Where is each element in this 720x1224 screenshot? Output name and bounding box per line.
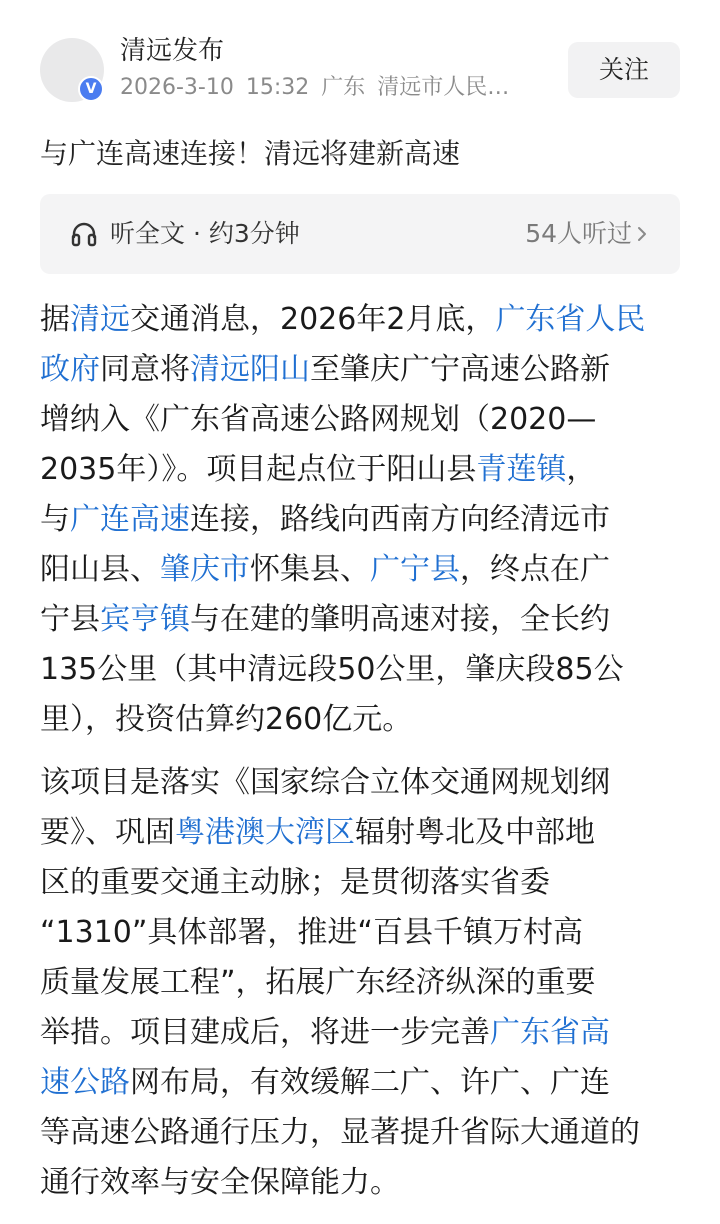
topic-link[interactable]: 政府 xyxy=(40,352,100,387)
text-span: ，终点在广 xyxy=(460,552,610,587)
paragraph-line xyxy=(40,295,680,345)
text-span: 增纳入《广东省高速公路网规划（2020— xyxy=(40,402,597,437)
paragraph-line xyxy=(40,758,680,808)
paragraph-line xyxy=(40,958,680,1008)
post-meta xyxy=(120,72,540,104)
text-span: 怀集县、 xyxy=(250,552,370,587)
paragraph-line xyxy=(40,395,680,445)
paragraph-line xyxy=(40,1158,680,1208)
post-source: 清远市人民… xyxy=(377,75,510,100)
post-time: 15:32 xyxy=(245,75,310,100)
text-span: 与 xyxy=(40,502,70,537)
author-name[interactable]: 清远发布 xyxy=(120,36,225,66)
text-span: 阳山县、 xyxy=(40,552,160,587)
paragraph-line xyxy=(40,695,680,745)
text-span: 宁县 xyxy=(40,602,100,637)
topic-link[interactable]: 速公路 xyxy=(40,1065,130,1100)
text-span: 该项目是落实《国家综合立体交通网规划纲 xyxy=(40,765,610,800)
listen-bar[interactable] xyxy=(40,194,680,274)
paragraph-line xyxy=(40,445,680,495)
follow-button[interactable]: 关注 xyxy=(568,42,680,98)
paragraph-line xyxy=(40,495,680,545)
topic-link[interactable]: 广东省高 xyxy=(490,1015,610,1050)
post-date: 2026-3-10 xyxy=(120,75,234,100)
text-span: “1310”具体部署，推进“百县千镇万村高 xyxy=(40,915,583,950)
text-span: 交通消息，2026年2月底， xyxy=(130,302,496,337)
text-span: 区的重要交通主动脉；是贯彻落实省委 xyxy=(40,865,550,900)
text-span: 通行效率与安全保障能力。 xyxy=(40,1165,400,1200)
text-span: ， xyxy=(566,452,597,487)
article-title: 与广连高速连接！清远将建新高速 xyxy=(40,137,461,170)
text-span: 连接，路线向西南方向经清远市 xyxy=(190,502,610,537)
text-span: 与在建的肇明高速对接，全长约 xyxy=(190,602,610,637)
paragraph-line xyxy=(40,858,680,908)
text-span: 135公里（其中清远段50公里，肇庆段85公 xyxy=(40,652,624,687)
paragraph-line xyxy=(40,1008,680,1058)
text-span: 质量发展工程”，拓展广东经济纵深的重要 xyxy=(40,965,596,1000)
paragraph-line xyxy=(40,808,680,858)
paragraph-line xyxy=(40,1058,680,1108)
topic-link[interactable]: 粤港澳大湾区 xyxy=(175,815,355,850)
text-span: 至肇庆广宁高速公路新 xyxy=(310,352,610,387)
listen-count: 54人听过 xyxy=(525,219,632,248)
headphone-icon xyxy=(70,220,98,248)
paragraph-line xyxy=(40,595,680,645)
paragraph-line xyxy=(40,345,680,395)
topic-link[interactable]: 清远阳山 xyxy=(190,352,310,387)
paragraph-line xyxy=(40,645,680,695)
paragraph-line xyxy=(40,545,680,595)
post-header xyxy=(0,0,720,120)
paragraph-line xyxy=(40,1108,680,1158)
text-span: 网布局，有效缓解二广、许广、广连 xyxy=(130,1065,610,1100)
text-span: 辐射粤北及中部地 xyxy=(355,815,595,850)
text-span: 同意将 xyxy=(100,352,190,387)
paragraph-1 xyxy=(40,295,680,745)
text-span: 据 xyxy=(40,302,70,337)
text-span: 等高速公路通行压力，显著提升省际大通道的 xyxy=(40,1115,640,1150)
text-span: 举措。项目建成后，将进一步完善 xyxy=(40,1015,490,1050)
topic-link[interactable]: 青莲镇 xyxy=(476,452,567,487)
topic-link[interactable]: 肇庆市 xyxy=(160,552,250,587)
topic-link[interactable]: 广宁县 xyxy=(370,552,460,587)
listen-label: 听全文 · 约3分钟 xyxy=(110,219,300,248)
paragraph-line xyxy=(40,908,680,958)
chevron-right-icon xyxy=(632,224,652,244)
verified-badge-icon: V xyxy=(78,76,104,102)
topic-link[interactable]: 广连高速 xyxy=(70,502,190,537)
topic-link[interactable]: 清远 xyxy=(70,302,130,337)
text-span: 2035年）》。项目起点位于阳山县 xyxy=(40,452,477,487)
text-span: 里），投资估算约260亿元。 xyxy=(40,702,413,737)
paragraph-2 xyxy=(40,758,680,1208)
text-span: 要》、巩固 xyxy=(40,815,175,850)
topic-link[interactable]: 宾亨镇 xyxy=(100,602,190,637)
post-region: 广东 xyxy=(321,75,366,100)
topic-link[interactable]: 广东省人民 xyxy=(495,302,646,337)
